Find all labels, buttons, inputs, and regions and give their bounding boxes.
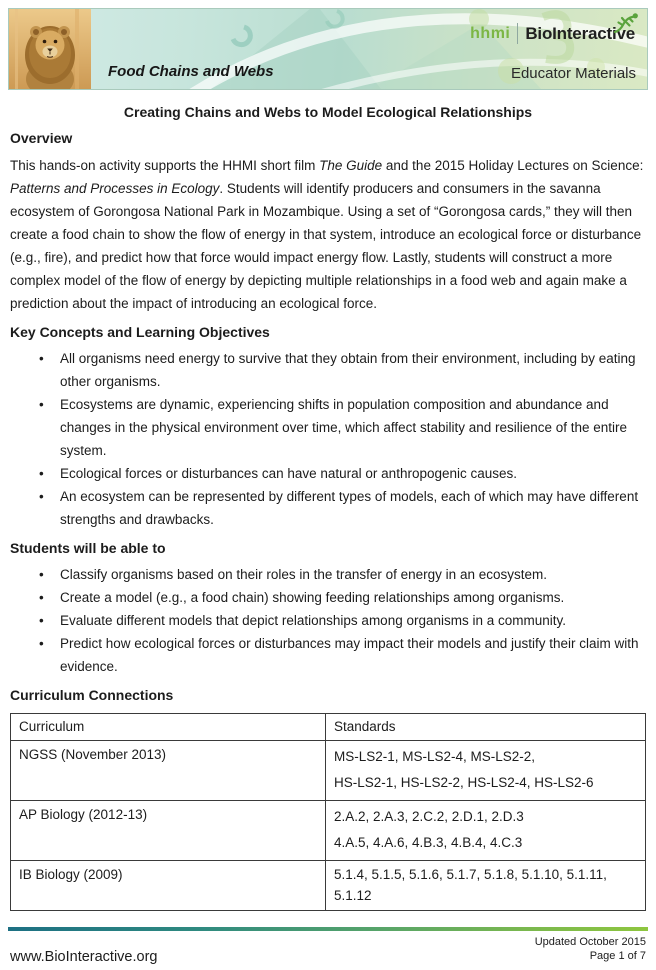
film-title: The Guide [319,158,383,173]
doc-type-label: Educator Materials [510,65,636,82]
overview-run: . Students will identify producers and consumers in the savanna ecosystem of Gorongosa National Park in Mozambique. Using a set of “Gorongosa cards,” they will then create a food chain to show the flow of energy in that system, introduce an ecological force or disturbance (e.g., fire), and predict how that force would impact energy flow. Lastly, students will construct a more complex model of the flow of energy by depicting multiple relationships in a food web and again make a prediction about the impact of introducing an ecological force. [10,181,642,311]
biointeractive-wordmark: BioInteractive [525,23,635,43]
table-header-row [11,714,646,741]
list-item: • Create a model (e.g., a food chain) showing feeding relationships among organisms. [10,586,646,609]
standards-line: 5.1.4, 5.1.5, 5.1.6, 5.1.7, 5.1.8, 5.1.10, 5.1.11, 5.1.12 [333,867,607,903]
table-row [11,801,646,861]
hhmi-biointeractive-logo [470,23,635,44]
hhmi-wordmark: hhmi [470,24,511,42]
lion-photo [9,9,91,89]
standards-line: HS-LS2-1, HS-LS2-2, HS-LS2-4, HS-LS2-6 [333,775,594,790]
gecko-icon [613,12,639,34]
list-item: • Ecological forces or disturbances can have natural or anthropogenic causes. [10,462,646,485]
standards-line: 4.A.5, 4.A.6, 4.B.3, 4.B.4, 4.C.3 [333,835,523,850]
overview-paragraph [10,154,646,315]
list-item: • Evaluate different models that depict relationships among organisms in a community. [10,609,646,632]
list-item: • Predict how ecological forces or disturbances may impact their models and justify their claim with evidence. [10,632,646,678]
curriculum-cell: NGSS (November 2013) [19,747,167,762]
page-number: Page 1 of 7 [589,950,646,962]
footer-divider [8,927,648,931]
document-body [0,90,656,911]
updated-date: Updated October 2015 [534,936,646,948]
list-item: • Classify organisms based on their roles in the transfer of energy in an ecosystem. [10,563,646,586]
site-link[interactable]: www.BioInteractive.org [10,949,158,965]
standards-line: MS-LS2-1, MS-LS2-4, MS-LS2-2, [333,749,536,764]
banner-title: Food Chains and Webs [108,63,274,80]
list-item: • All organisms need energy to survive that they obtain from their environment, including by eating other organisms. [10,347,646,393]
students-list [10,563,646,678]
curriculum-cell: AP Biology (2012-13) [19,807,148,822]
key-concepts-list [10,347,646,531]
curriculum-table [10,713,646,911]
table-row [11,741,646,801]
table-row [11,861,646,911]
overview-run: This hands-on activity supports the HHMI short film [10,158,320,173]
overview-run: and the 2015 Holiday Lectures on Science: [382,158,644,173]
curriculum-heading: Curriculum Connections [10,687,174,703]
key-concepts-heading: Key Concepts and Learning Objectives [10,324,270,340]
page-title: Creating Chains and Webs to Model Ecological Relationships [123,104,533,120]
overview-heading: Overview [10,130,73,146]
col-header-curriculum: Curriculum [11,714,326,741]
list-item: • Ecosystems are dynamic, experiencing shifts in population composition and abundance and changes in the physical environment over time, which affect stability and resilience of the entire system. [10,393,646,462]
list-item: • An ecosystem can be represented by different types of models, each of which may have different strengths and drawbacks. [10,485,646,531]
standards-line: 2.A.2, 2.A.3, 2.C.2, 2.D.1, 2.D.3 [333,809,524,824]
lecture-title: Patterns and Processes in Ecology [10,181,220,196]
logo-divider [517,23,518,44]
col-header-standards: Standards [325,714,645,741]
header-banner [8,8,648,90]
students-heading: Students will be able to [10,540,166,556]
footer-meta [535,935,646,963]
curriculum-cell: IB Biology (2009) [19,867,123,882]
